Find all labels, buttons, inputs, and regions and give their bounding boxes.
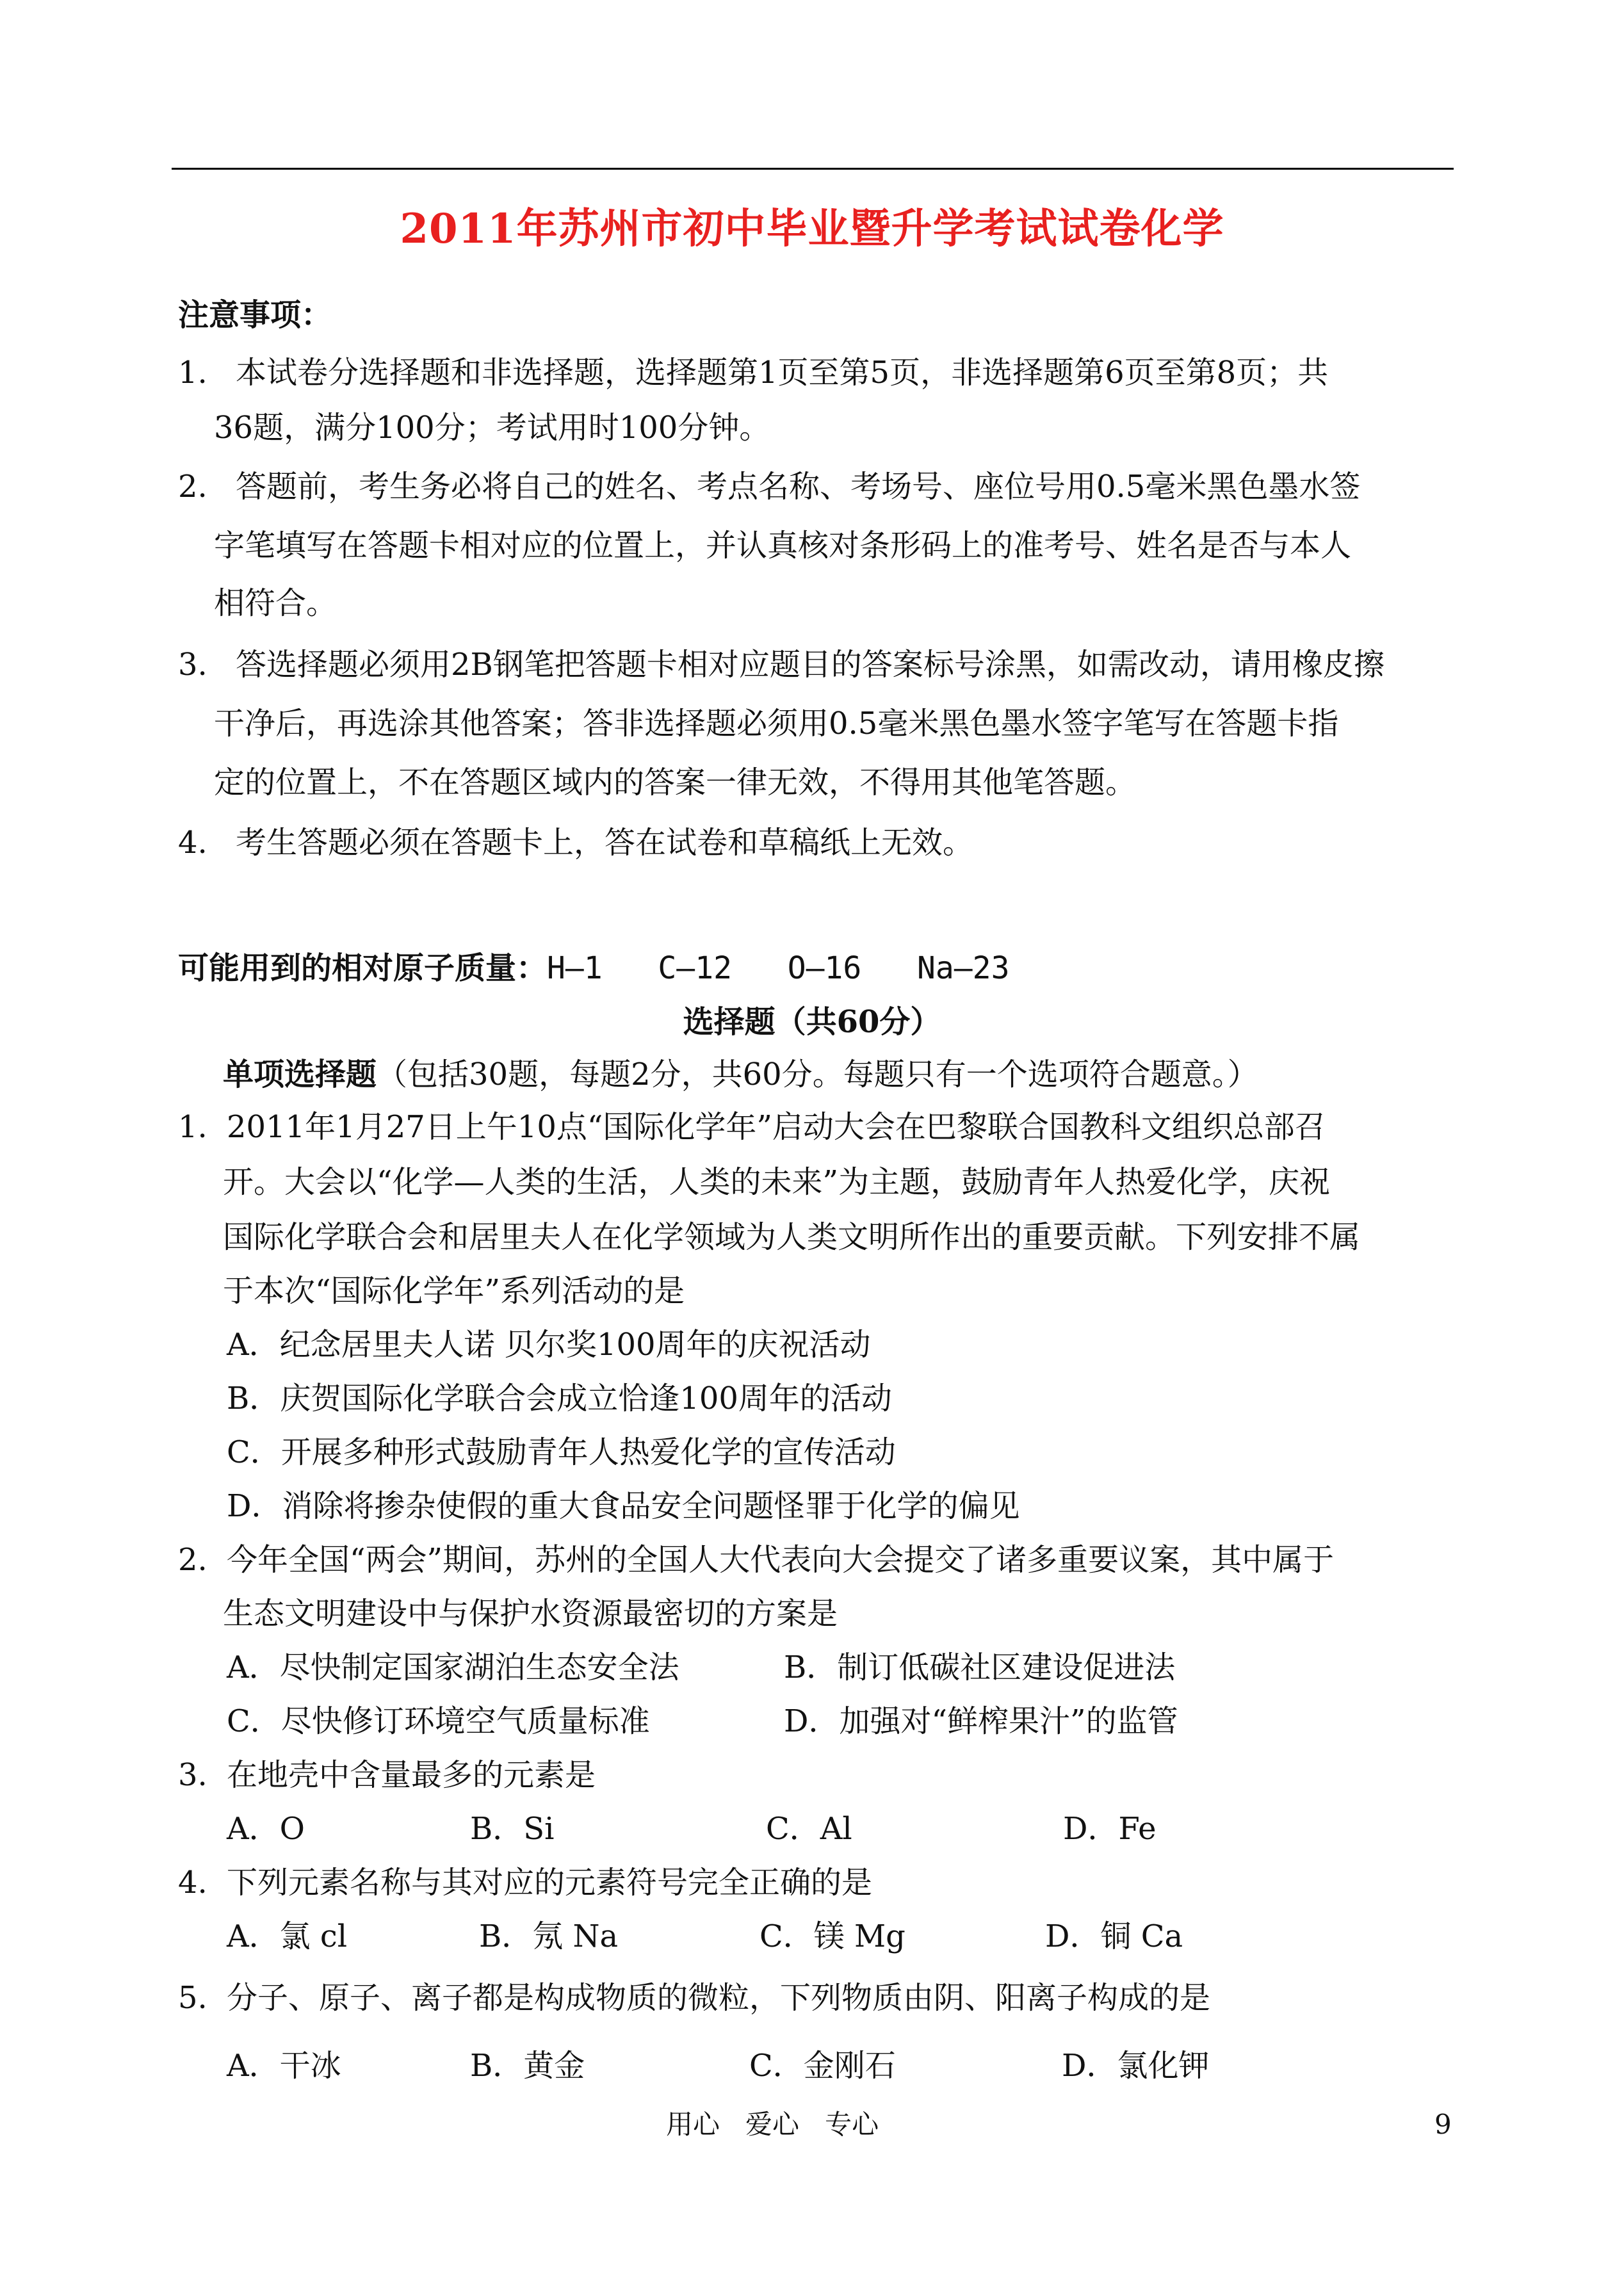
section-subtitle-rest: （包括30题，每题2分，共60分。每题只有一个选项符合题意。） <box>377 1057 1258 1092</box>
section-subtitle-bold: 单项选择题 <box>223 1057 377 1092</box>
answer-option: C．尽快修订环境空气质量标准 <box>227 1703 650 1739</box>
question-number: 2. <box>178 1542 207 1578</box>
answer-option: C．金刚石 <box>749 2048 896 2084</box>
notice-item-line: 定的位置上，不在答题区域内的答案一律无效，不得用其他笔答题。 <box>214 765 1137 800</box>
question-text: 分子、原子、离子都是构成物质的微粒，下列物质由阴、阳离子构成的是 <box>227 1980 1211 2016</box>
notice-item-line: 考生答题必须在答题卡上，答在试卷和草稿纸上无效。 <box>236 825 974 861</box>
question-text-line: 于本次“国际化学年”系列活动的是 <box>223 1273 685 1309</box>
atomic-mass-values: H—1 C—12 O—16 Na—23 <box>547 950 1010 986</box>
question-number: 1. <box>178 1109 207 1145</box>
notice-item-number: 4. <box>178 825 207 861</box>
question-text-line: 开。大会以“化学—人类的生活，人类的未来”为主题，鼓励青年人热爱化学，庆祝 <box>223 1164 1331 1200</box>
page-number: 9 <box>1434 2109 1452 2140</box>
question-text-line: 2011年1月27日上午10点“国际化学年”启动大会在巴黎联合国教科文组织总部召 <box>227 1109 1326 1145</box>
answer-option: A．尽快制定国家湖泊生态安全法 <box>227 1650 679 1685</box>
question-text-line: 今年全国“两会”期间，苏州的全国人大代表向大会提交了诸多重要议案，其中属于 <box>227 1542 1335 1578</box>
notice-item-number: 1. <box>178 355 207 391</box>
answer-option: B．制订低碳社区建设促进法 <box>784 1650 1176 1685</box>
section-subtitle <box>223 1055 1258 1094</box>
atomic-mass-label: 可能用到的相对原子质量： <box>178 950 548 986</box>
answer-option: B．Si <box>470 1811 555 1847</box>
section-title: 选择题（共60分） <box>683 1004 941 1040</box>
answer-option: B．庆贺国际化学联合会成立恰逢100周年的活动 <box>227 1381 892 1416</box>
answer-option: B．黄金 <box>470 2048 585 2084</box>
notice-item-line: 答题前，考生务必将自己的姓名、考点名称、考场号、座位号用0.5毫米黑色墨水签 <box>236 469 1361 505</box>
notice-item-line: 相符合。 <box>214 585 337 621</box>
answer-option: C．开展多种形式鼓励青年人热爱化学的宣传活动 <box>227 1434 896 1470</box>
question-text: 下列元素名称与其对应的元素符号完全正确的是 <box>227 1865 873 1901</box>
atomic-mass <box>178 949 1009 987</box>
notice-item-number: 2. <box>178 469 207 505</box>
answer-option: D．Fe <box>1063 1811 1157 1847</box>
answer-option: D．消除将掺杂使假的重大食品安全问题怪罪于化学的偏见 <box>227 1488 1020 1524</box>
answer-option: A．O <box>227 1811 305 1847</box>
question-number: 3. <box>178 1757 207 1793</box>
answer-option: B．氖 Na <box>479 1918 619 1954</box>
question-text-line: 国际化学联合会和居里夫人在化学领域为人类文明所作出的重要贡献。下列安排不属 <box>223 1219 1361 1255</box>
notice-item-line: 本试卷分选择题和非选择题，选择题第1页至第5页，非选择题第6页至第8页；共 <box>236 355 1329 391</box>
notice-item-line: 36题，满分100分；考试用时100分钟。 <box>214 410 770 446</box>
question-number: 4. <box>178 1865 207 1901</box>
answer-option: A．纪念居里夫人诺 贝尔奖100周年的庆祝活动 <box>227 1327 871 1363</box>
answer-option: D．氯化钾 <box>1062 2048 1210 2084</box>
notice-item-line: 答选择题必须用2B钢笔把答题卡相对应题目的答案标号涂黑，如需改动，请用橡皮擦 <box>236 647 1384 683</box>
answer-option: D．加强对“鲜榨果汁”的监管 <box>784 1703 1178 1739</box>
notice-heading: 注意事项： <box>178 297 332 333</box>
question-text: 在地壳中含量最多的元素是 <box>227 1757 596 1793</box>
notice-item-line: 干净后，再选涂其他答案；答非选择题必须用0.5毫米黑色墨水签字笔写在答题卡指 <box>214 706 1339 742</box>
answer-option: A．氯 cl <box>227 1918 348 1954</box>
answer-option: C．镁 Mg <box>759 1918 905 1954</box>
page-title: 2011年苏州市初中毕业暨升学考试试卷化学 <box>400 205 1224 253</box>
answer-option: C．Al <box>766 1811 852 1847</box>
notice-item-number: 3. <box>178 647 207 683</box>
notice-item-line: 字笔填写在答题卡相对应的位置上，并认真核对条形码上的准考号、姓名是否与本人 <box>214 528 1352 564</box>
question-number: 5. <box>178 1980 207 2016</box>
answer-option: A．干冰 <box>227 2048 341 2084</box>
question-text-line: 生态文明建设中与保护水资源最密切的方案是 <box>223 1596 838 1632</box>
header-rule <box>172 168 1454 170</box>
answer-option: D．铜 Ca <box>1045 1918 1183 1954</box>
footer-motto: 用心 爱心 专心 <box>666 2109 879 2140</box>
